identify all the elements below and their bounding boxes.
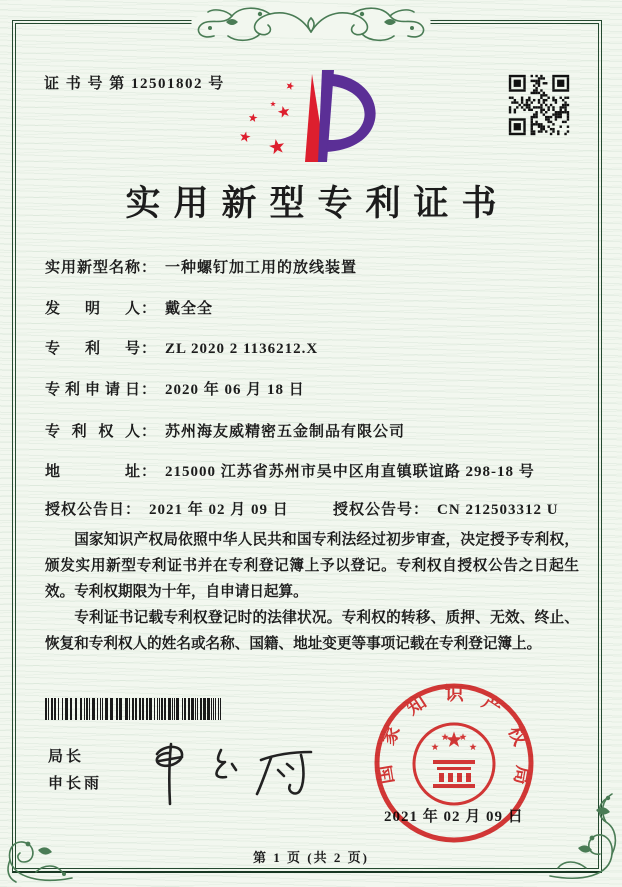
field-label: 专利权人 xyxy=(45,424,141,440)
official-seal xyxy=(368,676,540,848)
grant-number-label: 授权公告号 xyxy=(333,502,414,518)
colon: ： xyxy=(141,424,158,440)
barcode xyxy=(45,698,223,720)
field-row-filing-date xyxy=(45,378,305,399)
field-value: 戴全全 xyxy=(165,301,214,317)
field-label: 发明人 xyxy=(45,301,141,317)
colon: ： xyxy=(413,502,430,518)
field-label: 专利申请日 xyxy=(45,382,141,398)
page-title: 实用新型专利证书 xyxy=(125,184,510,223)
field-row-patentee xyxy=(45,420,405,441)
officer-name: 申长雨 xyxy=(48,776,103,792)
colon: ： xyxy=(141,341,158,357)
field-row-inventor xyxy=(45,297,213,318)
national-emblem-icon xyxy=(414,724,494,804)
officer-title: 局长 xyxy=(48,749,85,765)
field-label: 专利号 xyxy=(45,341,141,357)
grant-number-group xyxy=(333,498,559,519)
field-value: 215000 江苏省苏州市吴中区甪直镇联谊路 298-18 号 xyxy=(165,464,535,480)
grant-date-label: 授权公告日 xyxy=(45,502,126,518)
legal-paragraph-2: 专利证书记载专利权登记时的法律状况。专利权的转移、质押、无效、终止、恢复和专利权人的姓名或名称、国籍、地址变更等事项记载在专利登记簿上。 xyxy=(45,609,579,652)
field-value: 一种螺钉加工用的放线装置 xyxy=(165,260,358,276)
legal-paragraph-1: 国家知识产权局依照中华人民共和国专利法经过初步审查，决定授予专利权，颁发实用新型专利证书并在专利登记簿上予以登记。专利权自授权公告之日起生效。专利权期限为十年，自申请日起算。 xyxy=(45,532,579,600)
colon: ： xyxy=(141,382,158,398)
top-scroll-ornament-icon xyxy=(166,2,456,44)
seal-text: 国家知识产权局 xyxy=(374,683,534,787)
certificate-number: 证 书 号 第 12501802 号 xyxy=(44,76,225,92)
colon: ： xyxy=(125,502,142,518)
field-value: 2020 年 06 月 18 日 xyxy=(165,382,305,398)
field-row-name xyxy=(45,256,357,277)
bottom-right-flourish-icon xyxy=(548,788,620,884)
field-row-address xyxy=(45,460,535,481)
field-row-patent-number xyxy=(45,337,318,358)
signature-icon xyxy=(135,730,350,814)
colon: ： xyxy=(141,260,158,276)
field-value: ZL 2020 2 1136212.X xyxy=(165,341,319,357)
seal-date: 2021 年 02 月 09 日 xyxy=(384,809,524,825)
page-footer: 第 1 页 (共 2 页) xyxy=(253,850,369,865)
colon: ： xyxy=(141,464,158,480)
legal-text xyxy=(45,528,579,658)
field-value: 苏州海友威精密五金制品有限公司 xyxy=(165,424,406,440)
field-label: 实用新型名称 xyxy=(45,260,142,276)
field-label: 地址 xyxy=(45,464,141,480)
grant-number-value: CN 212503312 U xyxy=(437,502,559,518)
grant-date-value: 2021 年 02 月 09 日 xyxy=(149,502,289,518)
field-row-grant xyxy=(45,498,579,519)
qr-code xyxy=(504,70,574,140)
cnipa-logo-icon xyxy=(232,60,392,170)
officer-block xyxy=(48,744,102,798)
colon: ： xyxy=(141,301,158,317)
